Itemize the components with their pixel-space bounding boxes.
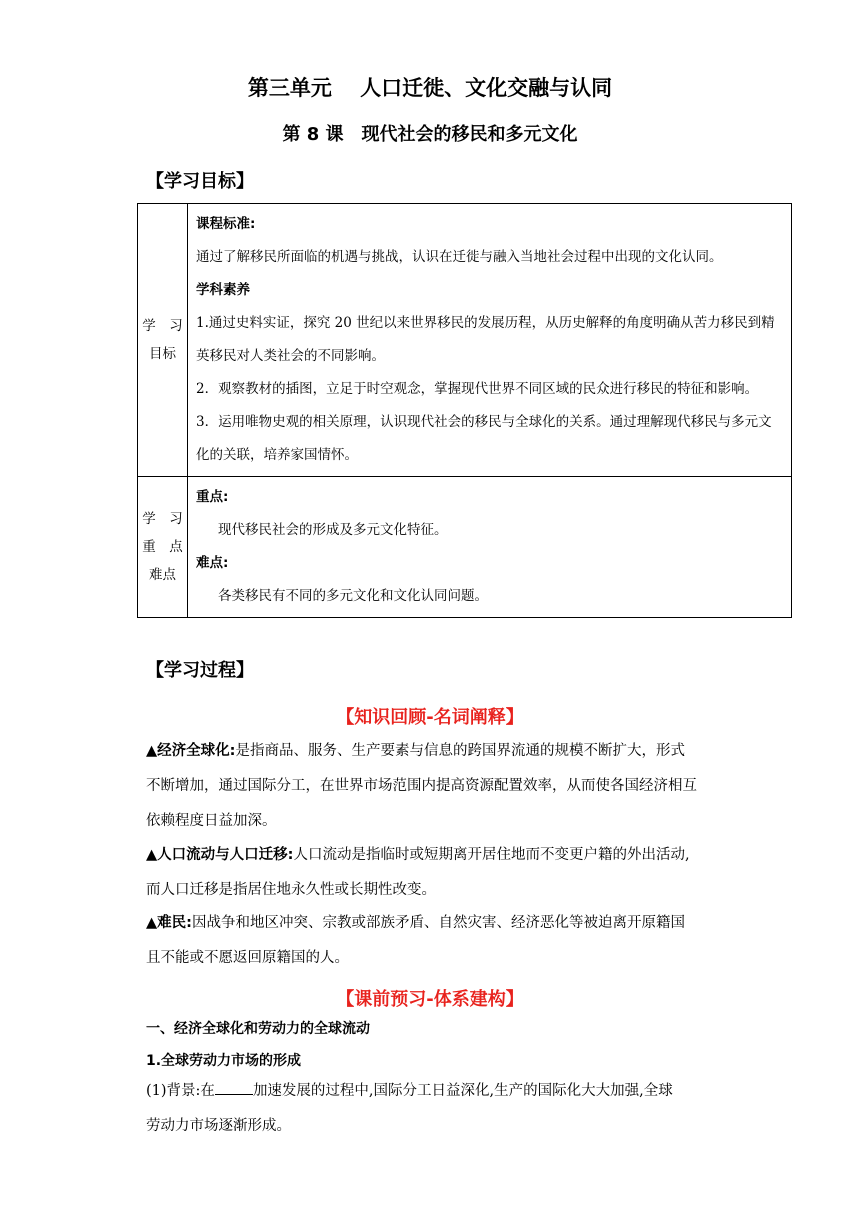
goals-content [188, 204, 792, 477]
key-text: 现代移民社会的形成及多元文化特征。 [218, 522, 448, 538]
term-refugee: ▲难民:因战争和地区冲突、宗教或部族矛盾、自然灾害、经济恶化等被迫离开原籍国 且不能或不愿返回原籍国的人。 [146, 915, 685, 966]
section1-title: 一、经济全球化和劳动力的全球流动 [146, 1021, 370, 1037]
term-label: ▲经济全球化: [146, 743, 236, 759]
key-points-row-label: 学 习 重 点 难点 [138, 477, 188, 618]
process-heading: 【学习过程】 [146, 660, 254, 681]
literacy-item: 1.通过史料实证，探究 20 世纪以来世界移民的发展历程，从历史解释的角度明确从苦力移民到精英移民对人类社会的不同影响。 [196, 315, 775, 364]
literacy-item: 3．运用唯物史观的相关原理，认识现代社会的移民与全球化的关系。通过理解现代移民与多元文化的关联，培养家国情怀。 [196, 414, 772, 463]
key-points-row [138, 477, 792, 618]
difficulty-text: 各类移民有不同的多元文化和文化认同问题。 [218, 588, 488, 604]
literacy-title: 学科素养 [196, 282, 250, 298]
term-label: ▲人口流动与人口迁移: [146, 847, 294, 863]
literacy-item: 2．观察教材的插图，立足于时空观念，掌握现代世界不同区域的民众进行移民的特征和影响。 [196, 381, 759, 397]
term-population-movement: ▲人口流动与人口迁移:人口流动是指临时或短期离开居住地而不变更户籍的外出活动, 而人口迁移是指居住地永久性或长期性改变。 [146, 847, 690, 898]
term-economic-globalization: ▲经济全球化:是指商品、服务、生产要素与信息的跨国界流通的规模不断扩大，形式 不断增加，通过国际分工，在世界市场范围内提高资源配置效率，从而使各国经济相互 依赖程度日益加深。 [146, 743, 697, 829]
learning-goals-table [137, 203, 792, 618]
unit-title: 第三单元 人口迁徙、文化交融与认同 [247, 76, 613, 100]
section1-subtitle: 1.全球劳动力市场的形成 [146, 1053, 302, 1069]
term-label: ▲难民: [146, 915, 192, 931]
goals-row-label: 学 习 目标 [138, 204, 188, 477]
standard-title: 课程标准: [196, 216, 256, 232]
lesson-title: 第 8 课 现代社会的移民和多元文化 [282, 124, 578, 145]
goals-row [138, 204, 792, 477]
preview-heading: 【课前预习-体系建构】 [336, 989, 524, 1010]
key-title: 重点: [196, 489, 229, 505]
goals-heading: 【学习目标】 [146, 171, 254, 192]
review-heading: 【知识回顾-名词阐释】 [336, 707, 524, 728]
background-paragraph: (1)背景:在 加速发展的过程中,国际分工日益深化,生产的国际化大大加强,全球 劳动力市场逐渐形成。 [146, 1074, 736, 1144]
fill-in-blank[interactable] [215, 1080, 253, 1095]
difficulty-title: 难点: [196, 555, 229, 571]
key-points-content [188, 477, 792, 618]
standard-text: 通过了解移民所面临的机遇与挑战，认识在迁徙与融入当地社会过程中出现的文化认同。 [196, 249, 723, 265]
